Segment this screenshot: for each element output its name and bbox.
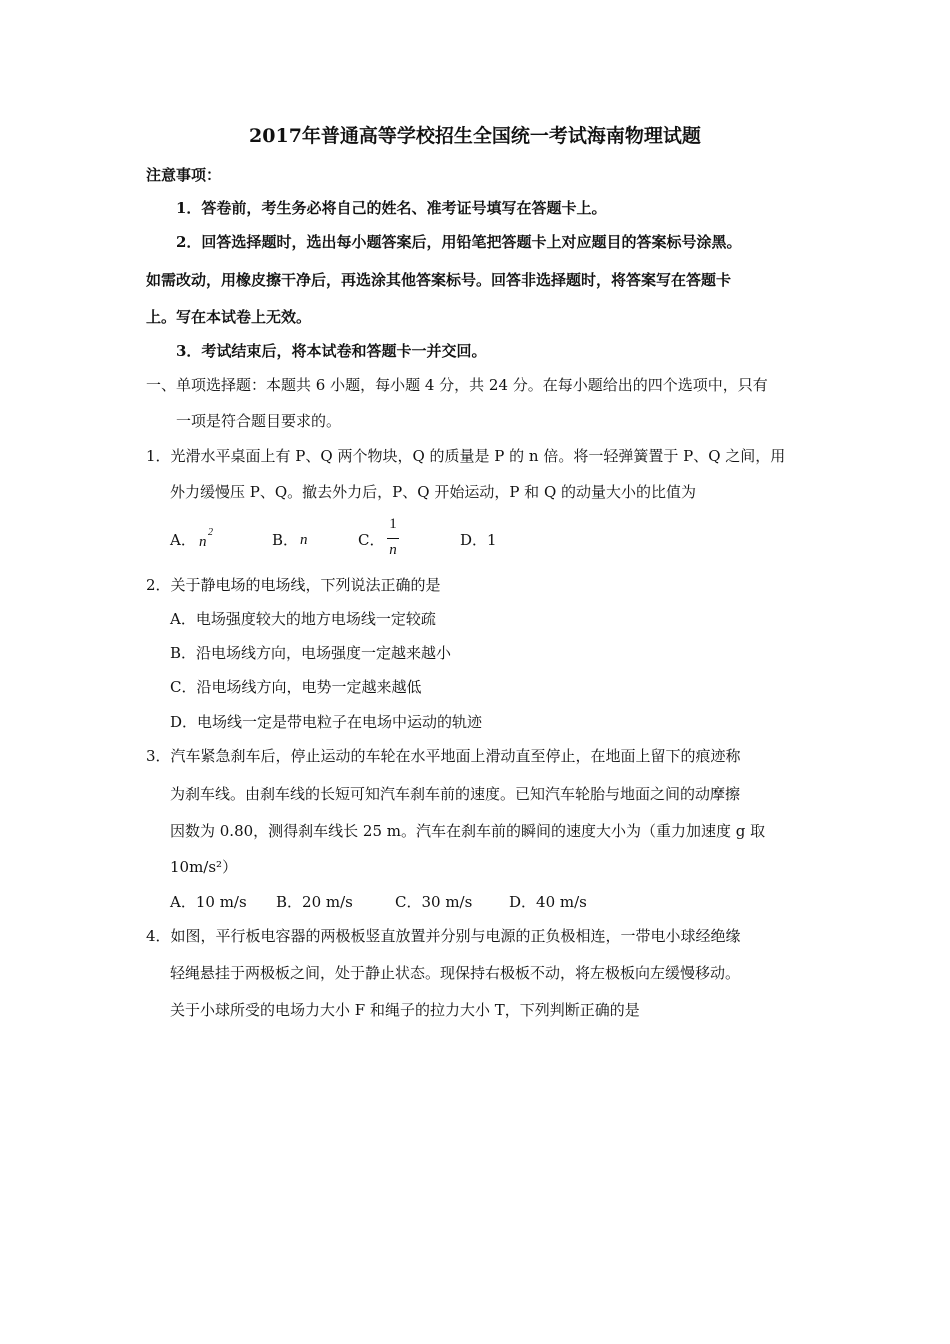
- q1-option-a-label: A．: [170, 531, 196, 549]
- q4-stem-line-3: 关于小球所受的电场力大小 F 和绳子的拉力大小 T，下列判断正确的是: [170, 1001, 640, 1019]
- q2-stem: 2．关于静电场的电场线，下列说法正确的是: [146, 576, 441, 594]
- page-title: 2017年普通高等学校招生全国统一考试海南物理试题: [249, 125, 701, 147]
- q2-option-b: B．沿电场线方向，电场强度一定越来越小: [170, 644, 452, 662]
- q3-option-d: D．40 m/s: [509, 893, 587, 911]
- q2-option-d: D．电场线一定是带电粒子在电场中运动的轨迹: [170, 713, 483, 731]
- q1-option-c-label: C．: [358, 531, 385, 549]
- q3-option-b: B．20 m/s: [276, 893, 353, 911]
- q3-stem-line-4: 10m/s²）: [170, 858, 238, 876]
- section-1-heading-line-1: 一、单项选择题：本题共 6 小题，每小题 4 分，共 24 分。在每小题给出的四个选项中，只有: [146, 376, 768, 394]
- notice-item-3: 3．考试结束后，将本试卷和答题卡一并交回。: [176, 342, 487, 360]
- notice-item-1: 1．答卷前，考生务必将自己的姓名、准考证号填写在答题卡上。: [176, 199, 607, 217]
- q1-option-d: D．1: [460, 531, 497, 549]
- q1-stem-line-1: 1．光滑水平桌面上有 P、Q 两个物块，Q 的质量是 P 的 n 倍。将一轻弹簧置于 P、Q 之间，用: [146, 447, 786, 465]
- q3-stem-line-2: 为刹车线。由刹车线的长短可知汽车刹车前的速度。已知汽车轮胎与地面之间的动摩擦: [170, 785, 741, 803]
- q1-option-c-denominator: n: [389, 542, 397, 558]
- notice-heading: 注意事项：: [146, 166, 222, 184]
- section-1-heading-line-2: 一项是符合题目要求的。: [176, 412, 342, 430]
- q1-stem-line-2: 外力缓慢压 P、Q。撤去外力后，P、Q 开始运动，P 和 Q 的动量大小的比值为: [170, 483, 697, 501]
- q1-option-b-label: B．: [272, 531, 299, 549]
- q1-option-a-base: n: [199, 534, 207, 550]
- q4-stem-line-2: 轻绳悬挂于两极板之间，处于静止状态。现保持右极板不动，将左极板向左缓慢移动。: [170, 964, 741, 982]
- q1-option-c-numerator: 1: [389, 516, 397, 532]
- q3-option-c: C．30 m/s: [395, 893, 473, 911]
- q3-stem-line-1: 3．汽车紧急刹车后，停止运动的车轮在水平地面上滑动直至停止，在地面上留下的痕迹称: [146, 747, 741, 765]
- q1-option-a-exponent: 2: [208, 527, 213, 538]
- notice-item-2-line-2: 如需改动，用橡皮擦干净后，再选涂其他答案标号。回答非选择题时，将答案写在答题卡: [146, 271, 732, 289]
- notice-item-2-line-1: 2．回答选择题时，选出每小题答案后，用铅笔把答题卡上对应题目的答案标号涂黑。: [176, 233, 742, 251]
- q3-stem-line-3: 因数为 0.80，测得刹车线长 25 m。汽车在刹车前的瞬间的速度大小为（重力加速度 g 取: [170, 822, 766, 840]
- q4-stem-line-1: 4．如图，平行板电容器的两极板竖直放置并分别与电源的正负极相连，一带电小球经绝缘: [146, 927, 741, 945]
- q1-option-b-value: n: [300, 532, 308, 548]
- notice-item-2-line-3: 上。写在本试卷上无效。: [146, 308, 312, 326]
- q3-option-a: A．10 m/s: [170, 893, 247, 911]
- q2-option-c: C．沿电场线方向，电势一定越来越低: [170, 678, 422, 696]
- q1-option-c-fraction-bar: [387, 538, 399, 539]
- q2-option-a: A．电场强度较大的地方电场线一定较疏: [170, 610, 436, 628]
